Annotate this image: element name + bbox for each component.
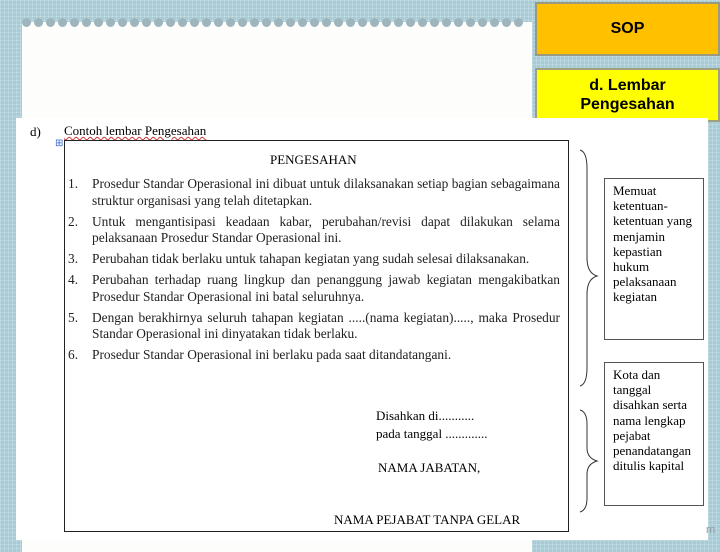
paper-hole-icon xyxy=(346,18,355,27)
item-number: 5. xyxy=(68,309,79,325)
paper-hole-icon xyxy=(130,18,139,27)
item-number: 6. xyxy=(68,347,79,362)
note-provisions: Memuat ketentuan-ketentuan yang menjamin kepastian hukum pelaksanaan kegiatan xyxy=(604,178,704,340)
doc-title: Contoh lembar Pengesahan xyxy=(64,123,207,138)
paper-hole-icon xyxy=(106,18,115,27)
paper-hole-icon xyxy=(70,18,79,27)
paper-hole-icon xyxy=(226,18,235,27)
official-name: NAMA PEJABAT TANPA GELAR xyxy=(334,512,521,527)
item-number: 3. xyxy=(68,251,79,266)
list-item xyxy=(68,251,560,268)
list-item xyxy=(68,214,560,247)
paper-hole-icon xyxy=(322,18,331,27)
paper-hole-icon xyxy=(310,18,319,27)
sop-label: SOP xyxy=(610,20,645,37)
approval-list xyxy=(68,176,560,368)
paper-hole-icon xyxy=(46,18,55,27)
brace-icons xyxy=(575,148,605,528)
position-name: NAMA JABATAN, xyxy=(378,460,481,475)
approval-heading: PENGESAHAN xyxy=(270,152,357,167)
paper-hole-icon xyxy=(286,18,295,27)
item-text: Dengan berakhirnya seluruh tahapan kegiatan .....(nama kegiatan)....., maka Prosedur Standar Operasional ini dinyatakan tidak berlaku. xyxy=(92,309,560,341)
paper-hole-icon xyxy=(58,18,67,27)
paper-hole-icon xyxy=(142,18,151,27)
item-number: 4. xyxy=(68,272,79,287)
paper-hole-icon xyxy=(382,18,391,27)
paper-hole-icon xyxy=(22,18,31,27)
paper-hole-icon xyxy=(34,18,43,27)
item-number: 1. xyxy=(68,176,79,191)
item-number: 2. xyxy=(68,213,79,229)
torn-paper-edge xyxy=(22,14,532,30)
paper-hole-icon xyxy=(238,18,247,27)
item-text: Prosedur Standar Operasional ini dibuat untuk dilaksanakan setiap bagian sebagaimana struktur organisasi yang telah ditetapkan. xyxy=(92,176,560,208)
paper-hole-icon xyxy=(262,18,271,27)
paper-hole-icon xyxy=(166,18,175,27)
doc-label: d) xyxy=(30,124,41,139)
paper-hole-icon xyxy=(418,18,427,27)
paper-hole-icon xyxy=(214,18,223,27)
section-label: d. Lembar Pengesahan xyxy=(580,76,675,113)
paper-hole-icon xyxy=(466,18,475,27)
paper-hole-icon xyxy=(202,18,211,27)
paper-hole-icon xyxy=(490,18,499,27)
paper-hole-icon xyxy=(298,18,307,27)
curly-brace-icon xyxy=(580,150,597,386)
sop-title-box xyxy=(535,2,720,56)
paper-hole-icon xyxy=(430,18,439,27)
paper-hole-icon xyxy=(478,18,487,27)
approved-date: pada tanggal ............. xyxy=(376,426,488,441)
paper-hole-icon xyxy=(178,18,187,27)
paper-hole-icon xyxy=(118,18,127,27)
paper-hole-icon xyxy=(94,18,103,27)
list-item xyxy=(68,176,560,209)
item-text: Perubahan tidak berlaku untuk tahapan kegiatan yang sudah selesai dilaksanakan. xyxy=(92,251,530,266)
item-text: Untuk mengantisipasi keadaan kabar, perubahan/revisi dapat dilakukan selama pelaksanaan Prosedur Standar Operasional ini. xyxy=(92,213,560,245)
paper-hole-icon xyxy=(442,18,451,27)
item-text: Prosedur Standar Operasional ini berlaku pada saat ditandatangani. xyxy=(92,347,452,362)
paper-hole-icon xyxy=(394,18,403,27)
paper-hole-icon xyxy=(334,18,343,27)
paper-hole-icon xyxy=(274,18,283,27)
paper-hole-icon xyxy=(370,18,379,27)
section-title-box xyxy=(535,68,720,122)
paper-hole-icon xyxy=(250,18,259,27)
paper-hole-icon xyxy=(514,18,523,27)
approved-at: Disahkan di........... xyxy=(376,408,475,423)
move-handle-icon[interactable]: ⊞ xyxy=(55,138,64,149)
paper-hole-icon xyxy=(502,18,511,27)
watermark: m xyxy=(706,524,716,536)
paper-hole-icon xyxy=(190,18,199,27)
note-signature: Kota dan tanggal disahkan serta nama lengkap pejabat penandatangan ditulis kapital xyxy=(604,362,704,506)
paper-hole-icon xyxy=(406,18,415,27)
paper-hole-icon xyxy=(358,18,367,27)
paper-hole-icon xyxy=(454,18,463,27)
list-item xyxy=(68,310,560,343)
curly-brace-icon xyxy=(580,410,597,512)
item-text: Perubahan terhadap ruang lingkup dan penanggung jawab kegiatan mengakibatkan Prosedur Standar Operasional ini batal seluruhnya. xyxy=(92,272,560,304)
paper-hole-icon xyxy=(82,18,91,27)
list-item xyxy=(68,272,560,305)
list-item xyxy=(68,347,560,364)
paper-hole-icon xyxy=(154,18,163,27)
